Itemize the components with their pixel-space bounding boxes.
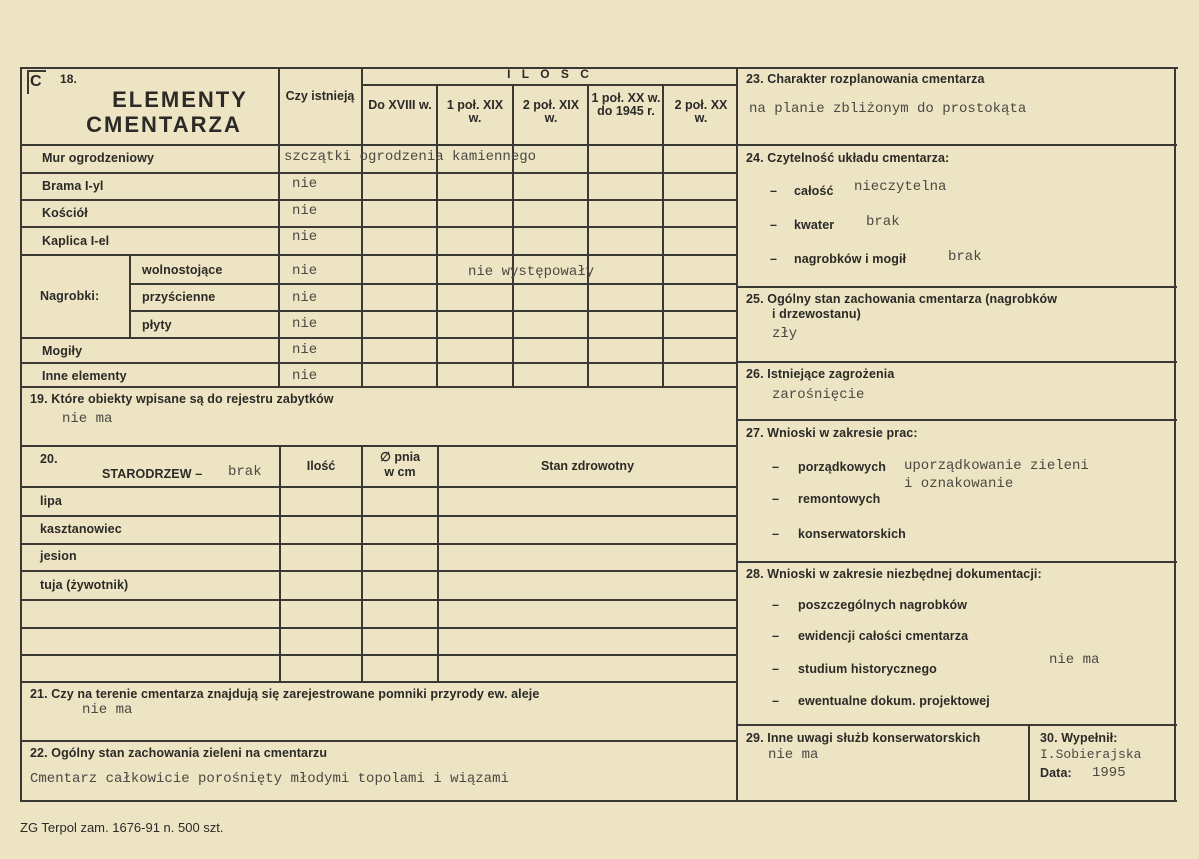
section-20-title: STARODRZEW – [102,467,203,481]
row-value-mogily: nie [292,342,318,358]
section-20-title-value: brak [228,464,262,480]
col-header-health: Stan zdrowotny [540,459,635,473]
section-21-value: nie ma [82,702,133,718]
col-header-period-4: 1 poł. XX w. do 1945 r. [591,91,661,118]
row-label-inne: Inne elementy [42,369,127,383]
col-header-trunk-unit: w cm [384,465,416,479]
section-28-label: 28. Wnioski w zakresie niezbędnej dokumentacji: [746,567,1042,581]
row-label-wolnostojace: wolnostojące [142,263,223,277]
row-label-kaplica: Kaplica I-el [42,234,110,248]
section-24-value-kwater: brak [866,214,900,230]
section-27-item-remontowych: remontowych [798,492,881,506]
section-22-value: Cmentarz całkowicie porośnięty młodymi topolami i wiązami [30,771,509,787]
section-27-value-line1: uporządkowanie zieleni [904,458,1089,474]
section-20-number: 20. [40,452,58,466]
section-28-value: nie ma [1049,652,1100,668]
section-24-value-calosc: nieczytelna [854,179,947,195]
section-28-item-projektowej: ewentualne dokum. projektowej [798,694,990,708]
section-27-dash-1: – [772,460,780,474]
section-27-item-porzadkowych: porządkowych [798,460,887,474]
col-header-ilosc: I L O Ś C [507,67,593,81]
row-label-plyty: płyty [142,318,172,332]
section-19-label: 19. Które obiekty wpisane są do rejestru zabytków [30,392,334,406]
section-24-value-nagrobkow: brak [948,249,982,265]
section-28-dash-2: – [772,629,780,643]
tree-kasztanowiec: kasztanowiec [40,522,122,536]
nagrobki-note: nie występowały [468,264,595,280]
section-18-number: 18. [60,72,77,86]
row-value-przyscienne: nie [292,290,318,306]
row-label-mogily: Mogiły [42,344,83,358]
section-27-dash-3: – [772,527,780,541]
section-24-dash-2: – [770,218,778,232]
tree-tuja: tuja (żywotnik) [40,578,129,592]
tree-jesion: jesion [40,549,77,563]
row-label-nagrobki: Nagrobki: [40,289,100,303]
section-27-dash-2: – [772,492,780,506]
section-19-value: nie ma [62,411,113,427]
row-label-mur: Mur ogrodzeniowy [42,151,155,165]
section-22-label: 22. Ogólny stan zachowania zieleni na cmentarzu [30,746,328,760]
section-30-date-value: 1995 [1092,765,1126,781]
section-24-item-calosc: całość [794,184,834,198]
section-24-label: 24. Czytelność układu cmentarza: [746,151,950,165]
section-21-label: 21. Czy na terenie cmentarza znajdują się zarejestrowane pomniki przyrody ew. aleje [30,687,540,701]
col-header-period-5: 2 poł. XX w. [674,98,728,125]
section-24-item-nagrobkow: nagrobków i mogił [794,252,907,266]
row-value-plyty: nie [292,316,318,332]
col-header-period-2: 1 poł. XIX w. [446,98,504,125]
section-18-title-line1: ELEMENTY [112,87,248,112]
section-30-date-label: Data: [1040,766,1072,780]
section-25-label-line2: i drzewostanu) [772,307,861,321]
section-26-value: zarośnięcie [772,387,865,403]
section-29-label: 29. Inne uwagi służb konserwatorskich [746,731,981,745]
section-28-dash-1: – [772,598,780,612]
section-29-value: nie ma [768,747,819,763]
section-24-dash-3: – [770,252,778,266]
row-label-przyscienne: przyścienne [142,290,216,304]
section-23-label: 23. Charakter rozplanowania cmentarza [746,72,985,86]
corner-letter-box: C [27,70,46,94]
section-28-item-studium: studium historycznego [798,662,937,676]
section-28-item-ewidencji: ewidencji całości cmentarza [798,629,969,643]
col-header-period-3: 2 poł. XIX w. [522,98,580,125]
row-label-kosciol: Kościół [42,206,88,220]
section-25-value: zły [772,326,798,342]
tree-lipa: lipa [40,494,62,508]
row-value-kosciol: nie [292,203,318,219]
section-27-value-line2: i oznakowanie [904,476,1014,492]
section-30-label: 30. Wypełnił: [1040,731,1118,745]
section-28-dash-3: – [772,662,780,676]
row-value-mur: szczątki ogrodzenia kamiennego [284,149,537,165]
section-24-item-kwater: kwater [794,218,835,232]
section-28-item-nagrobkow: poszczególnych nagrobków [798,598,968,612]
section-28-dash-4: – [772,694,780,708]
section-18-title-line2: CMENTARZA [86,112,242,137]
col-header-period-1: Do XVIII w. [368,98,432,112]
row-value-wolnostojace: nie [292,263,318,279]
section-27-item-konserwatorskich: konserwatorskich [798,527,906,541]
section-24-dash-1: – [770,184,778,198]
section-25-label-line1: 25. Ogólny stan zachowania cmentarza (nagrobków [746,292,1058,306]
col-header-tree-count: Ilość [306,459,336,473]
section-23-value: na planie zbliżonym do prostokąta [749,101,1027,117]
row-value-inne: nie [292,368,318,384]
col-header-trunk-diameter: ∅ pnia [379,450,421,464]
section-30-value: I.Sobierajska [1040,747,1142,762]
row-value-brama: nie [292,176,318,192]
row-value-kaplica: nie [292,229,318,245]
col-header-exists: Czy istnieją [285,89,355,103]
row-label-brama: Brama I-yl [42,179,104,193]
print-footer: ZG Terpol zam. 1676-91 n. 500 szt. [20,820,224,835]
section-26-label: 26. Istniejące zagrożenia [746,367,895,381]
section-27-label: 27. Wnioski w zakresie prac: [746,426,918,440]
